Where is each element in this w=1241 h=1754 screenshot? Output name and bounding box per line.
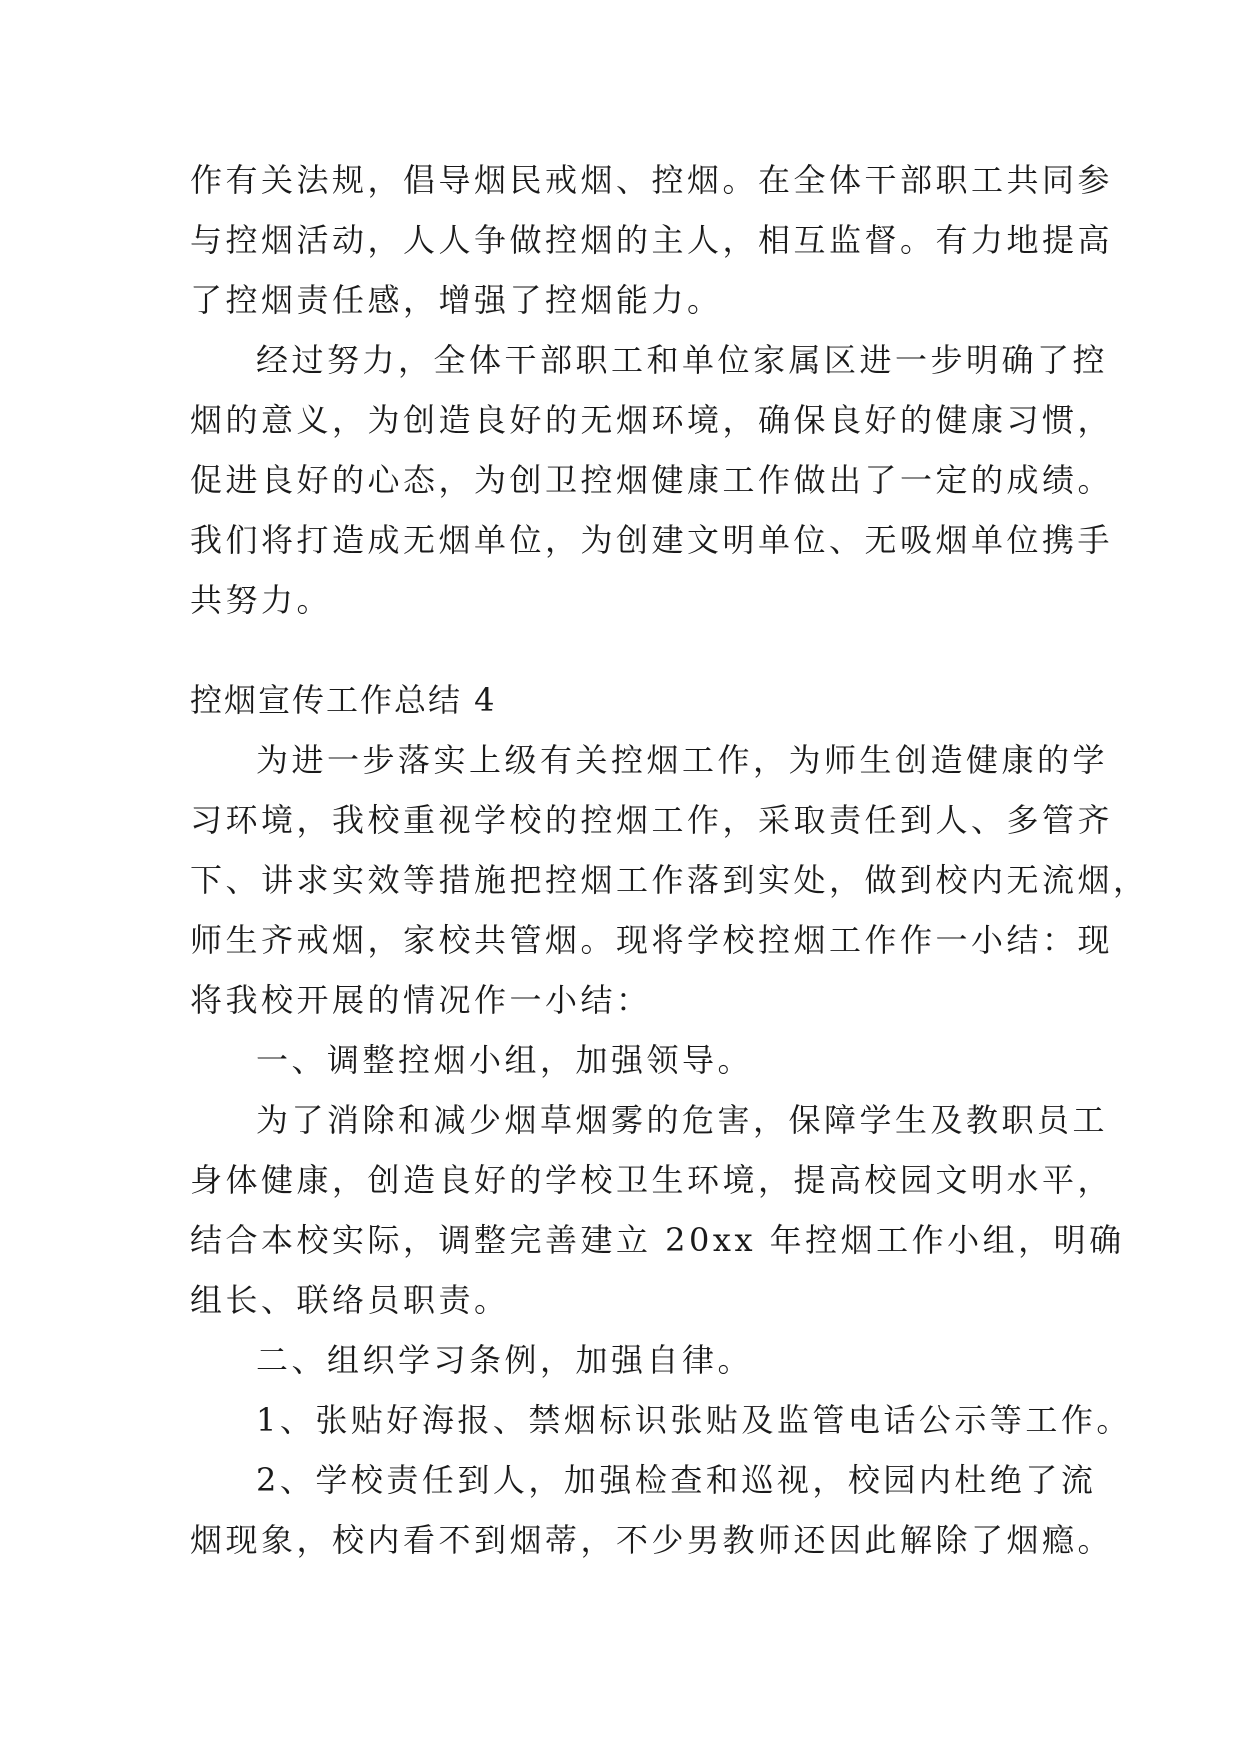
text-line: 下、讲求实效等措施把控烟工作落到实处，做到校内无流烟， [190, 861, 1149, 899]
paragraph-first-line: 为了消除和减少烟草烟雾的危害，保障学生及教职员工 [256, 1101, 1109, 1139]
text-line: 将我校开展的情况作一小结： [190, 981, 652, 1019]
text-line: 结合本校实际，调整完善建立 20xx 年控烟工作小组，明确 [190, 1221, 1125, 1259]
text-line: 我们将打造成无烟单位，为创建文明单位、无吸烟单位携手 [190, 521, 1114, 559]
list-item: 1、张贴好海报、禁烟标识张贴及监管电话公示等工作。 [256, 1401, 1132, 1439]
text-line: 组长、联络员职责。 [190, 1281, 510, 1319]
text-line: 习环境，我校重视学校的控烟工作，采取责任到人、多管齐 [190, 801, 1114, 839]
text-line: 烟的意义，为创造良好的无烟环境，确保良好的健康习惯， [190, 401, 1114, 439]
text-line: 身体健康，创造良好的学校卫生环境，提高校园文明水平， [190, 1161, 1114, 1199]
paragraph-first-line: 为进一步落实上级有关控烟工作，为师生创造健康的学 [256, 741, 1109, 779]
text-line: 烟现象，校内看不到烟蒂，不少男教师还因此解除了烟瘾。 [190, 1521, 1114, 1559]
text-line: 师生齐戒烟，家校共管烟。现将学校控烟工作作一小结：现 [190, 921, 1114, 959]
text-line: 与控烟活动，人人争做控烟的主人，相互监督。有力地提高 [190, 221, 1114, 259]
subheading-one: 一、调整控烟小组，加强领导。 [256, 1041, 754, 1079]
text-line: 促进良好的心态，为创卫控烟健康工作做出了一定的成绩。 [190, 461, 1114, 499]
text-line: 共努力。 [190, 581, 333, 619]
text-line: 作有关法规，倡导烟民戒烟、控烟。在全体干部职工共同参 [190, 161, 1114, 199]
list-item: 2、学校责任到人，加强检查和巡视，校园内杜绝了流 [256, 1461, 1097, 1499]
text-line: 了控烟责任感，增强了控烟能力。 [190, 281, 723, 319]
paragraph-first-line: 经过努力，全体干部职工和单位家属区进一步明确了控 [256, 341, 1109, 379]
section-heading: 控烟宣传工作总结 4 [190, 681, 497, 719]
subheading-two: 二、组织学习条例，加强自律。 [256, 1341, 754, 1379]
